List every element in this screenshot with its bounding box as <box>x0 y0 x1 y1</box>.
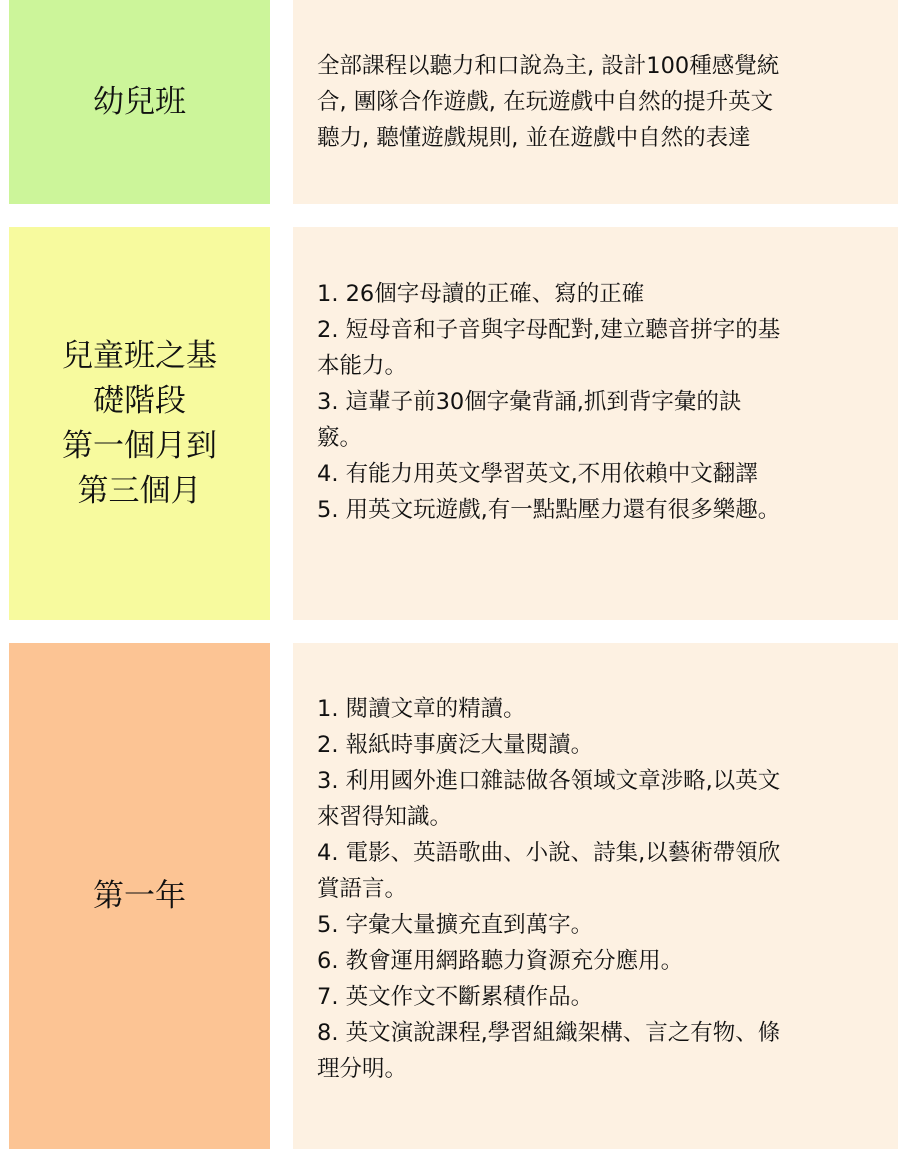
description-line: 合, 團隊合作遊戲, 在玩遊戲中自然的提升英文 <box>317 89 774 115</box>
description-line: 2. 報紙時事廣泛大量閱讀。 <box>317 732 594 758</box>
description-line: 竅。 <box>317 425 363 451</box>
description-lines <box>317 276 884 528</box>
description-line: 聽力, 聽懂遊戲規則, 並在遊戲中自然的表達 <box>317 125 751 151</box>
description-line: 本能力。 <box>317 353 408 379</box>
description-line: 賞語言。 <box>317 876 408 902</box>
description-line: 3. 利用國外進口雜誌做各領域文章涉略,以英文 <box>317 768 781 794</box>
description-line: 5. 字彙大量擴充直到萬字。 <box>317 912 594 938</box>
stage-label-children-foundation <box>9 227 270 620</box>
description-line: 1. 閱讀文章的精讀。 <box>317 696 526 722</box>
description-line: 理分明。 <box>317 1056 408 1082</box>
description-lines <box>317 48 884 156</box>
description-line: 4. 有能力用英文學習英文,不用依賴中文翻譯 <box>317 461 758 487</box>
description-line: 5. 用英文玩遊戲,有一點點壓力還有很多樂趣。 <box>317 497 781 523</box>
description-line: 4. 電影、英語歌曲、小說、詩集,以藝術帶領欣 <box>317 840 781 866</box>
description-line: 3. 這輩子前30個字彙背誦,抓到背字彙的訣 <box>317 389 742 415</box>
stage-description-children-foundation <box>293 227 898 620</box>
stage-label-text: 幼兒班 <box>93 83 186 120</box>
description-line: 8. 英文演說課程,學習組織架構、言之有物、條 <box>317 1020 781 1046</box>
description-line: 1. 26個字母讀的正確、寫的正確 <box>317 281 645 307</box>
stage-label-text: 第一年 <box>93 877 186 914</box>
description-lines <box>317 691 884 1087</box>
stage-label-first-year <box>9 643 270 1149</box>
stage-description-first-year <box>293 643 898 1149</box>
stage-description-kindergarten <box>293 0 898 204</box>
stage-label-text: 兒童班之基 礎階段 第一個月到 第三個月 <box>62 337 217 509</box>
description-line: 全部課程以聽力和口說為主, 設計100種感覺統 <box>317 53 780 79</box>
stage-label-kindergarten <box>9 0 270 204</box>
description-line: 7. 英文作文不斷累積作品。 <box>317 984 594 1010</box>
description-line: 6. 教會運用網路聽力資源充分應用。 <box>317 948 684 974</box>
description-line: 2. 短母音和子音與字母配對,建立聽音拼字的基 <box>317 317 781 343</box>
description-line: 來習得知識。 <box>317 804 453 830</box>
